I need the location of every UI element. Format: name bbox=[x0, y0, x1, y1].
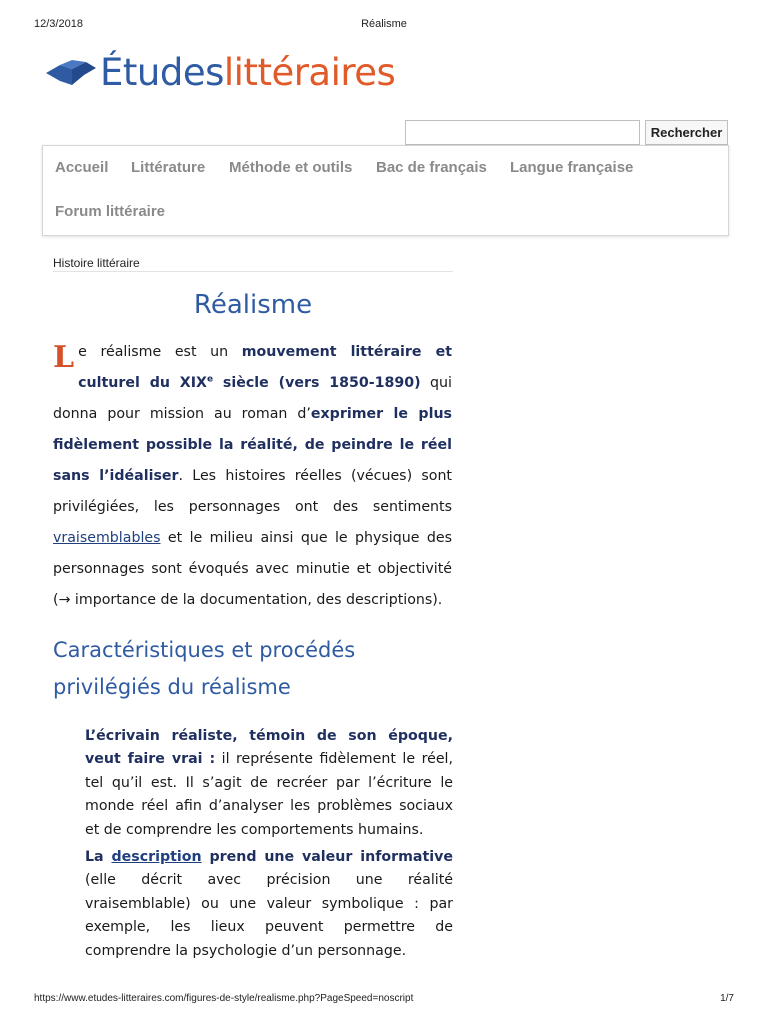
print-page-title: Réalisme bbox=[361, 18, 407, 30]
point-paragraph: La description prend une valeur informative (elle décrit avec précision une réalité vraisemblable) ou une valeur symbolique : par exemple, les lieux peuvent permettre de comprendre la psychologie d’un personnage. bbox=[85, 849, 453, 959]
nav-item-bac[interactable]: Bac de français bbox=[376, 159, 487, 176]
print-date: 12/3/2018 bbox=[34, 18, 83, 30]
breadcrumb[interactable]: Histoire littéraire bbox=[53, 256, 140, 270]
print-page-number: 1/7 bbox=[720, 993, 734, 1004]
link-vraisemblables[interactable]: vraisemblables bbox=[53, 530, 161, 546]
nav-item-forum[interactable]: Forum littéraire bbox=[55, 203, 166, 220]
nav-item-litterature[interactable]: Littérature bbox=[131, 159, 206, 176]
intro-paragraph: Le réalisme est un mouvement littéraire et culturel du XIXe siècle (vers 1850-1890) qui donna pour mission au roman d’exprimer le plus fidèlement possible la réalité, de peindre le réel sans l’idéaliser. Les histoires réelles (vécues) sont privilégiées, les personnages ont des sentiments vraisemblables et le milieu ainsi que le physique des personnages sont évoqués avec minutie et objectivité (→ importance de la documentation, des descriptions). bbox=[53, 340, 452, 608]
breadcrumb-divider bbox=[53, 271, 453, 272]
drop-cap: L bbox=[53, 340, 75, 375]
page-title: Réalisme bbox=[193, 290, 313, 320]
print-url: https://www.etudes-litteraires.com/figures-de-style/realisme.php?PageSpeed=noscript bbox=[34, 993, 414, 1004]
site-logo[interactable] bbox=[44, 48, 395, 98]
print-header bbox=[34, 18, 734, 32]
link-description[interactable]: description bbox=[111, 849, 202, 865]
nav-item-accueil[interactable]: Accueil bbox=[55, 159, 109, 176]
nav-item-langue[interactable]: Langue française bbox=[510, 159, 634, 176]
book-icon bbox=[44, 56, 98, 90]
nav-item-methode[interactable]: Méthode et outils bbox=[229, 159, 353, 176]
logo-wordmark: Étudeslittéraires bbox=[100, 51, 396, 94]
section-heading: Caractéristiques et procédés privilégiés du réalisme bbox=[53, 638, 356, 699]
main-navigation bbox=[42, 145, 729, 236]
point-paragraph: L’écrivain réaliste, témoin de son époque, veut faire vrai : il représente fidèlement le réel, tel qu’il est. Il s’agit de recréer par l’écriture le monde réel afin d’analyser les problèmes sociaux et de comprendre les comportements humains. bbox=[85, 728, 453, 838]
search-input[interactable] bbox=[405, 120, 640, 145]
print-footer bbox=[34, 993, 734, 1007]
search-button[interactable]: Rechercher bbox=[645, 120, 728, 145]
